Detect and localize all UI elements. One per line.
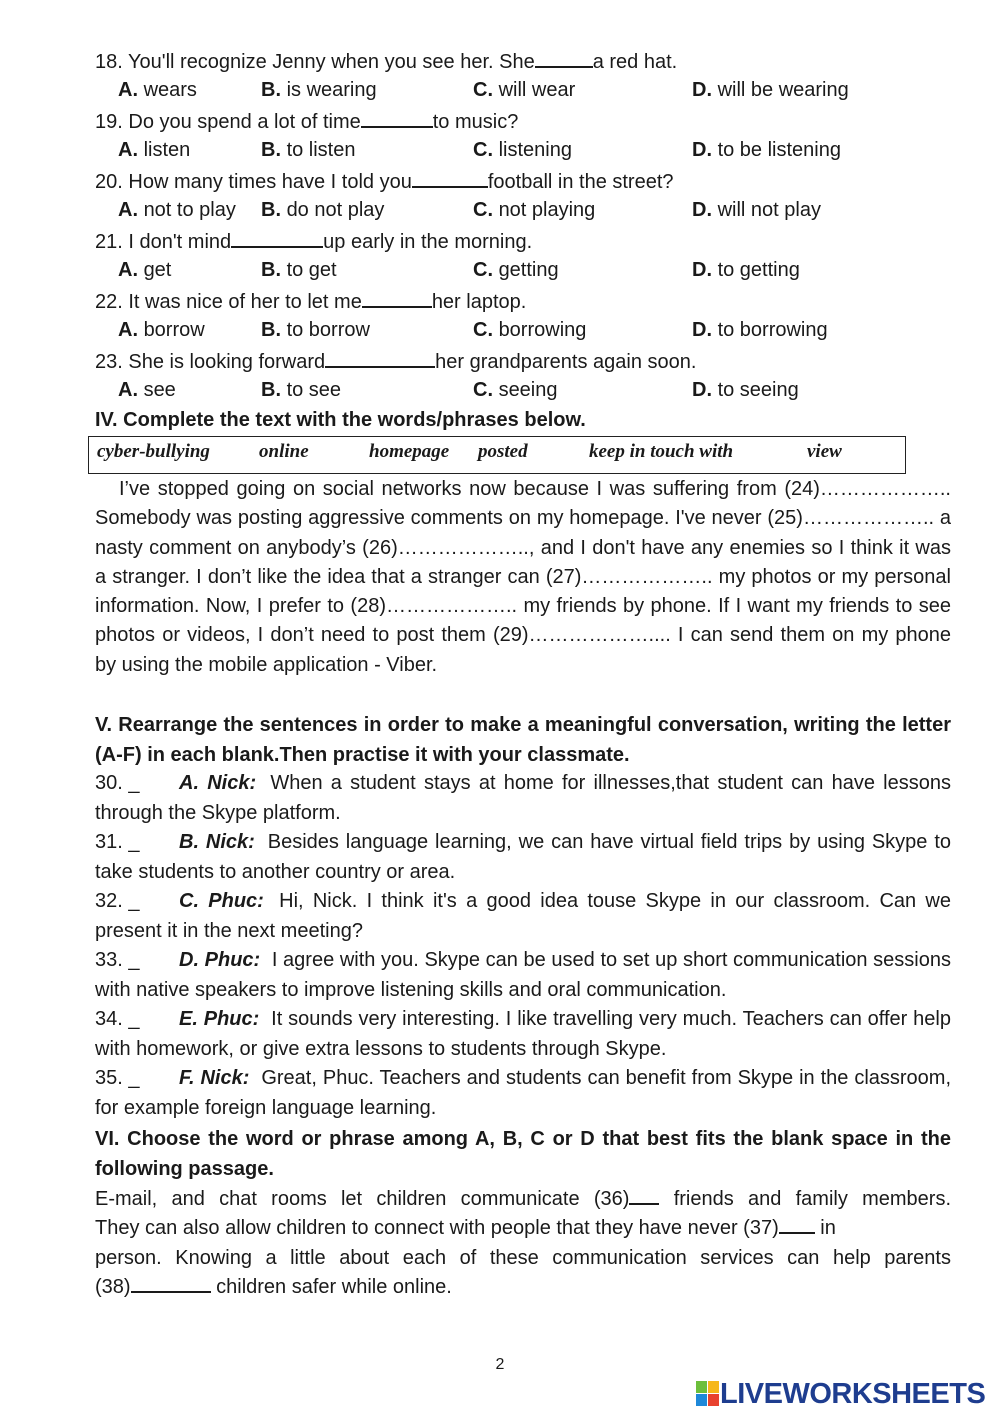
option-letter: A. (118, 379, 138, 401)
option-text: to borrowing (717, 319, 828, 341)
option-text: to get (286, 259, 337, 281)
conversation-number-blank[interactable]: 33. _ (95, 949, 140, 971)
answer-blank-37[interactable] (779, 1214, 815, 1234)
answer-option[interactable] (118, 138, 190, 162)
option-text: to borrow (286, 319, 370, 341)
passage-line (95, 1214, 951, 1243)
answer-option[interactable] (692, 318, 828, 342)
option-text: is wearing (286, 79, 377, 101)
answer-option[interactable] (473, 258, 559, 282)
conversation-number-blank[interactable]: 32. _ (95, 890, 140, 912)
question-text: How many times have I told you (128, 171, 412, 193)
word-bank-item: keep in touch with (589, 441, 734, 462)
answer-blank-36[interactable] (629, 1185, 659, 1205)
conversation-line (95, 887, 951, 946)
conversation-number-blank[interactable]: 35. _ (95, 1067, 140, 1089)
question-text: her grandparents again soon. (435, 351, 697, 373)
option-letter: C. (473, 79, 493, 101)
section-iv-passage: I’ve stopped going on social networks now because I was suffering from (24)……………….. Somebody was posting aggressive comments on my homepage. I've never (25)……………….. a nasty comment on anybody’s (26)……………….., and I don't have any enemies so I think it was a stranger. I don’t like the idea that a stranger can (27)……………….. my photos or my personal information. Now, I prefer to (28)……………….. my friends by phone. If I want my friends to see photos or videos, I don’t need to post them (29)……………….... I can send them on my phone by using the mobile application - Viber. (95, 478, 951, 676)
option-letter: A. (118, 139, 138, 161)
conversation-text: It sounds very interesting. I like travelling very much. Teachers can offer help with homework, or give extra lessons to students through Skype. (95, 1008, 951, 1060)
question-stem (95, 288, 526, 314)
answer-option[interactable] (692, 78, 849, 102)
option-text: seeing (498, 379, 558, 401)
speaker-label: E. Phuc: (179, 1008, 260, 1030)
conversation-line (95, 1005, 951, 1064)
speaker-label: C. Phuc: (179, 890, 264, 912)
option-text: to see (286, 379, 342, 401)
conversation-number-blank[interactable]: 34. _ (95, 1008, 140, 1030)
conversation-text: Hi, Nick. I think it's a good idea touse Skype in our classroom. Can we present it in the next meeting? (95, 890, 951, 942)
answer-option[interactable] (261, 78, 377, 102)
passage-text: person. Knowing a little about each of these communication services can help parents (95, 1246, 951, 1269)
answer-blank[interactable] (325, 348, 435, 368)
question-text: up early in the morning. (323, 231, 533, 253)
answer-blank[interactable] (361, 108, 433, 128)
question-stem (95, 348, 696, 374)
answer-options (0, 138, 1000, 162)
conversation-text: I agree with you. Skype can be used to set up short communication sessions with native speakers to improve listening skills and oral communication. (95, 949, 951, 1001)
word-bank-item: view (807, 441, 842, 462)
answer-options (0, 318, 1000, 342)
section-iv-heading: IV. Complete the text with the words/phrases below. (95, 409, 586, 431)
question-number: 23. (95, 351, 123, 373)
option-letter: A. (118, 79, 138, 101)
option-text: to seeing (717, 379, 799, 401)
option-text: to be listening (717, 139, 841, 161)
word-bank-item: homepage (369, 441, 450, 462)
answer-option[interactable] (473, 198, 595, 222)
option-letter: D. (692, 379, 712, 401)
option-text: borrow (143, 319, 205, 341)
answer-option[interactable] (118, 318, 205, 342)
answer-blank[interactable] (412, 168, 488, 188)
answer-option[interactable] (261, 198, 384, 222)
answer-option[interactable] (692, 138, 841, 162)
question-text: She is looking forward (128, 351, 326, 373)
section-vi-heading: VI. Choose the word or phrase among A, B, C or D that best fits the blank space in the following passage. (95, 1128, 951, 1180)
option-text: will wear (498, 79, 576, 101)
question-stem (95, 48, 677, 74)
speaker-label: B. Nick: (179, 831, 255, 853)
answer-option[interactable] (473, 78, 575, 102)
option-text: to listen (286, 139, 356, 161)
section-v-heading: V. Rearrange the sentences in order to make a meaningful conversation, writing the letter (A-F) in each blank.Then practise it with your classmate. (95, 714, 951, 766)
question-number: 18. (95, 51, 123, 73)
answer-option[interactable] (261, 318, 370, 342)
passage-text: E-mail, and chat rooms let children communicate (36) (95, 1188, 630, 1210)
word-bank-item: posted (478, 441, 528, 462)
speaker-label: F. Nick: (179, 1067, 250, 1089)
option-text: listen (143, 139, 191, 161)
option-text: will be wearing (717, 79, 849, 101)
liveworksheets-logo (696, 1378, 996, 1410)
passage-line (95, 1244, 951, 1273)
answer-option[interactable] (473, 138, 572, 162)
brand-wordmark: LIVEWORKSHEETS (720, 1378, 986, 1410)
option-letter: A. (118, 259, 138, 281)
question-stem (95, 228, 532, 254)
speaker-label: A. Nick: (179, 772, 257, 794)
question-number: 19. (95, 111, 123, 133)
answer-option[interactable] (261, 138, 356, 162)
word-bank-item: online (259, 441, 309, 462)
passage-text: friends and family members. (659, 1188, 951, 1210)
option-letter: D. (692, 319, 712, 341)
option-letter: C. (473, 319, 493, 341)
option-letter: D. (692, 139, 712, 161)
answer-option[interactable] (261, 378, 341, 402)
option-letter: B. (261, 79, 281, 101)
passage-text: children safer while online. (210, 1275, 452, 1298)
answer-option[interactable] (118, 198, 236, 222)
option-text: not to play (143, 199, 236, 221)
conversation-text: Great, Phuc. Teachers and students can benefit from Skype in the classroom, for example foreign language learning. (95, 1067, 952, 1119)
answer-option[interactable] (118, 378, 176, 402)
logo-mark-icon (696, 1381, 720, 1407)
option-text: get (143, 259, 172, 281)
question-number: 20. (95, 171, 123, 193)
option-letter: C. (473, 259, 493, 281)
option-text: wears (143, 79, 197, 101)
question-text: I don't mind (128, 231, 232, 253)
question-text: It was nice of her to let me (128, 291, 362, 313)
option-text: see (143, 379, 176, 401)
question-text: a red hat. (592, 51, 678, 73)
option-letter: B. (261, 259, 281, 281)
option-letter: B. (261, 199, 281, 221)
answer-option[interactable] (692, 258, 800, 282)
answer-options (0, 78, 1000, 102)
conversation-line (95, 1064, 951, 1123)
question-stem (95, 168, 674, 194)
answer-options (0, 378, 1000, 402)
option-text: do not play (286, 199, 385, 221)
option-letter: C. (473, 139, 493, 161)
option-letter: D. (692, 79, 712, 101)
question-text: football in the street? (487, 171, 674, 193)
passage-text: (38) (95, 1275, 131, 1298)
conversation-number-blank[interactable]: 31. _ (95, 831, 140, 853)
option-text: getting (498, 259, 559, 281)
conversation-line (95, 828, 951, 887)
option-text: to getting (717, 259, 800, 281)
word-bank-box (88, 436, 906, 474)
option-letter: B. (261, 319, 281, 341)
option-letter: C. (473, 379, 493, 401)
option-letter: D. (692, 259, 712, 281)
answer-option[interactable] (473, 378, 558, 402)
answer-options (0, 258, 1000, 282)
answer-blank[interactable] (535, 48, 593, 68)
option-letter: B. (261, 139, 281, 161)
question-stem (95, 108, 518, 134)
conversation-text: When a student stays at home for illnesses,that student can have lessons through the Skype platform. (95, 772, 951, 824)
option-letter: C. (473, 199, 493, 221)
option-letter: A. (118, 319, 138, 341)
passage-text: in (814, 1217, 836, 1240)
conversation-number-blank[interactable]: 30. _ (95, 772, 140, 794)
option-text: not playing (498, 199, 596, 221)
answer-options (0, 198, 1000, 222)
answer-option[interactable] (118, 78, 197, 102)
option-text: listening (498, 139, 572, 161)
conversation-text: Besides language learning, we can have virtual field trips by using Skype to take students to another country or area. (95, 831, 952, 883)
passage-line (95, 1185, 951, 1214)
question-text: to music? (432, 111, 519, 133)
answer-blank[interactable] (231, 228, 323, 248)
option-letter: D. (692, 199, 712, 221)
passage-text: They can also allow children to connect with people that they have never (37) (95, 1217, 779, 1240)
conversation-line (95, 769, 951, 828)
answer-blank-38[interactable] (131, 1273, 211, 1293)
passage-line (95, 1273, 951, 1302)
option-letter: B. (261, 379, 281, 401)
answer-option[interactable] (473, 318, 586, 342)
answer-blank[interactable] (362, 288, 432, 308)
option-text: borrowing (498, 319, 587, 341)
answer-option[interactable] (692, 378, 799, 402)
answer-option[interactable] (692, 198, 821, 222)
speaker-label: D. Phuc: (179, 949, 261, 971)
question-text: You'll recognize Jenny when you see her. She (128, 51, 535, 73)
question-text: Do you spend a lot of time (128, 111, 361, 133)
option-text: will not play (717, 199, 821, 221)
page-number: 2 (495, 1356, 505, 1373)
section-vi-passage (95, 1185, 951, 1302)
answer-option[interactable] (261, 258, 337, 282)
conversation-line (95, 946, 951, 1005)
question-number: 21. (95, 231, 123, 253)
question-text: her laptop. (431, 291, 527, 313)
option-letter: A. (118, 199, 138, 221)
word-bank-item: cyber-bullying (97, 441, 210, 462)
answer-option[interactable] (118, 258, 171, 282)
question-number: 22. (95, 291, 123, 313)
